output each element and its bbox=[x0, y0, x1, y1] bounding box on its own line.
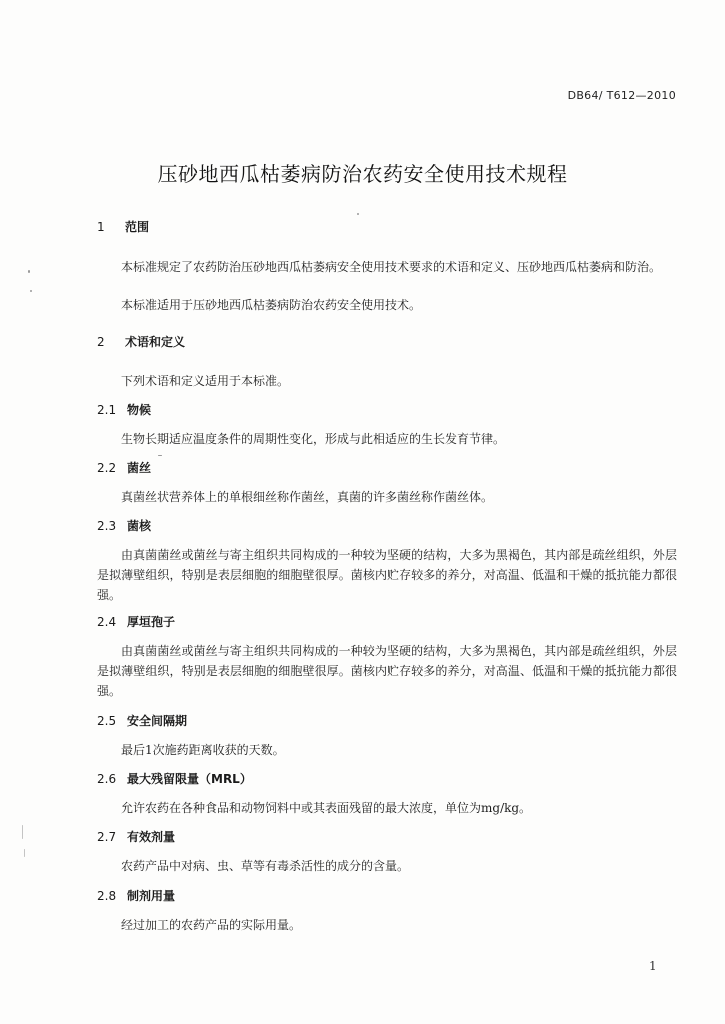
section-2-4-heading bbox=[97, 613, 175, 630]
section-number: 1 bbox=[97, 220, 105, 234]
scan-speck bbox=[30, 290, 32, 292]
section-2-7-text: 农药产品中对病、虫、草等有毒杀活性的成分的含量。 bbox=[121, 859, 410, 873]
section-2-2-heading bbox=[97, 459, 151, 476]
scan-speck bbox=[158, 455, 162, 456]
section-2-7-heading bbox=[97, 828, 175, 845]
section-2-8-heading bbox=[97, 887, 175, 904]
section-2-3-text: 由真菌菌丝或菌丝与寄主组织共同构成的一种较为坚硬的结构，大多为黑褐色，其内部是疏丝组织，外层是拟薄壁组织，特别是表层细胞的细胞壁很厚。菌核内贮存较多的养分，对高温、低温和干燥的抵抗能力都很强。 bbox=[97, 548, 677, 602]
document-title: 压砂地西瓜枯萎病防治农药安全使用技术规程 bbox=[157, 162, 568, 186]
section-title: 物候 bbox=[127, 403, 152, 417]
section-2-5-heading bbox=[97, 712, 187, 729]
section-number: 2 bbox=[97, 335, 105, 349]
section-2-8-text: 经过加工的农药产品的实际用量。 bbox=[121, 918, 302, 932]
section-2-5-text: 最后1次施药距离收获的天数。 bbox=[121, 743, 285, 757]
section-number: 2.4 bbox=[97, 615, 117, 629]
section-title: 范围 bbox=[125, 220, 150, 234]
section-1-paragraph-2: 本标准适用于压砂地西瓜枯萎病防治农药安全使用技术。 bbox=[121, 298, 422, 312]
section-number: 2.3 bbox=[97, 519, 117, 533]
scan-speck bbox=[357, 213, 359, 215]
scan-speck bbox=[24, 849, 25, 857]
section-title: 最大残留限量（MRL） bbox=[127, 772, 252, 786]
section-2-4-text: 由真菌菌丝或菌丝与寄主组织共同构成的一种较为坚硬的结构，大多为黑褐色，其内部是疏丝组织，外层是拟薄壁组织，特别是表层细胞的细胞壁很厚。菌核内贮存较多的养分，对高温、低温和干燥的抵抗能力都很强。 bbox=[97, 644, 677, 698]
section-number: 2.2 bbox=[97, 461, 117, 475]
section-2-1-heading bbox=[97, 401, 151, 418]
section-1-paragraph-1: 本标准规定了农药防治压砂地西瓜枯萎病安全使用技术要求的术语和定义、压砂地西瓜枯萎病和防治。 bbox=[121, 260, 662, 274]
section-number: 2.7 bbox=[97, 830, 117, 844]
section-number: 2.8 bbox=[97, 889, 117, 903]
section-number: 2.6 bbox=[97, 772, 117, 786]
section-title: 有效剂量 bbox=[127, 830, 176, 844]
section-2-intro: 下列术语和定义适用于本标准。 bbox=[121, 374, 290, 388]
standard-code: DB64/ T612—2010 bbox=[567, 89, 676, 102]
scan-speck bbox=[28, 270, 30, 273]
section-2-heading bbox=[97, 333, 185, 350]
section-title: 制剂用量 bbox=[127, 889, 176, 903]
section-2-3-heading bbox=[97, 517, 151, 534]
section-2-1-text: 生物长期适应温度条件的周期性变化，形成与此相适应的生长发育节律。 bbox=[121, 432, 506, 446]
section-number: 2.1 bbox=[97, 403, 117, 417]
section-2-6-text: 允许农药在各种食品和动物饲料中或其表面残留的最大浓度，单位为mg/kg。 bbox=[121, 801, 532, 815]
section-title: 菌核 bbox=[127, 519, 152, 533]
page-number: 1 bbox=[649, 959, 657, 973]
section-title: 术语和定义 bbox=[125, 335, 186, 349]
section-title: 厚垣孢子 bbox=[127, 615, 176, 629]
section-2-2-text: 真菌丝状营养体上的单根细丝称作菌丝，真菌的许多菌丝称作菌丝体。 bbox=[121, 490, 494, 504]
section-title: 菌丝 bbox=[127, 461, 152, 475]
section-title: 安全间隔期 bbox=[127, 714, 188, 728]
section-1-heading bbox=[97, 218, 149, 235]
scan-speck bbox=[22, 825, 23, 839]
section-2-6-heading bbox=[97, 770, 252, 787]
section-number: 2.5 bbox=[97, 714, 117, 728]
